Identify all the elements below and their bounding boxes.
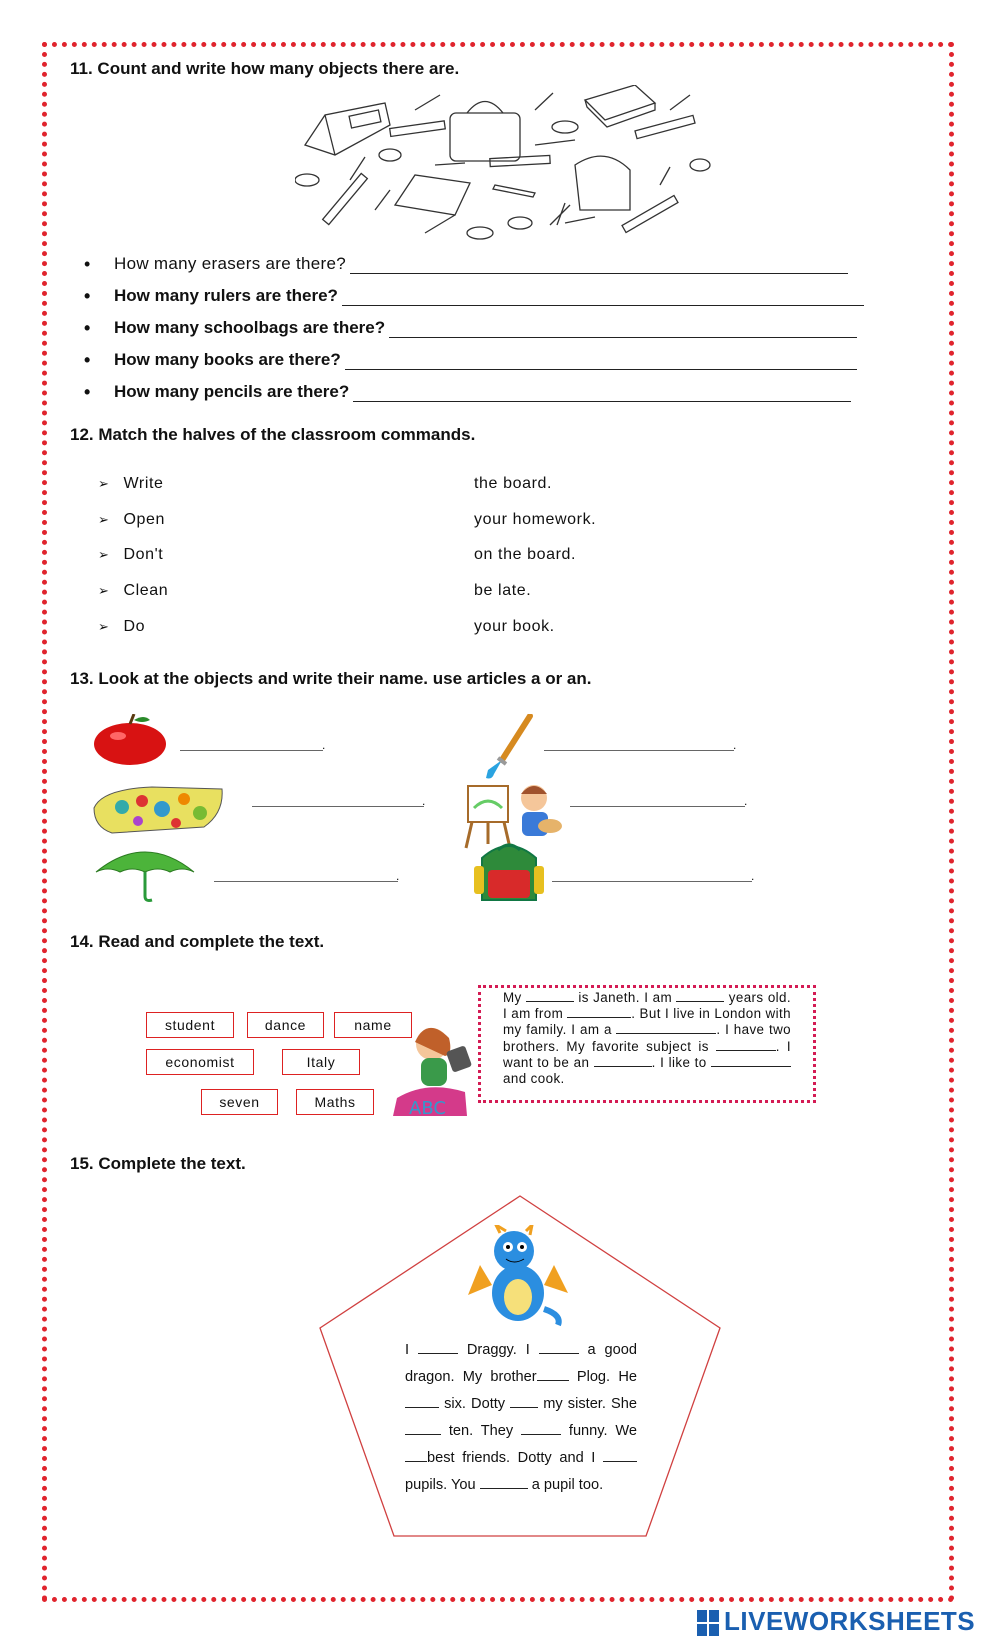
eraser-icon xyxy=(467,227,493,239)
arrow-icon: ➢ xyxy=(98,583,110,598)
word-student[interactable]: student xyxy=(146,1012,234,1038)
eraser-icon xyxy=(508,217,532,229)
blank[interactable] xyxy=(616,1022,716,1034)
pencil-icon xyxy=(660,167,670,185)
bullet: • xyxy=(84,382,91,402)
draggy-text: I Draggy. I a good dragon. My brother Plog. He six. Dotty my sister. She ten. They funny. We best friends. Dotty and I pupils. You a pupil too. xyxy=(405,1342,638,1493)
pencil-icon xyxy=(425,215,455,233)
paintbrush-icon xyxy=(482,714,537,780)
school-objects-illustration xyxy=(295,85,715,245)
word-economist[interactable]: economist xyxy=(146,1049,254,1075)
umbrella-icon xyxy=(92,842,198,904)
blank[interactable] xyxy=(405,1450,427,1462)
bullet: • xyxy=(84,318,91,338)
blank[interactable] xyxy=(711,1055,791,1067)
ruler-icon xyxy=(635,115,695,138)
question-erasers: How many erasers are there? xyxy=(114,254,347,273)
question-books: How many books are there? xyxy=(114,350,341,369)
question-13-title: 13. Look at the objects and write their name. use articles a or an. xyxy=(70,669,592,688)
schoolbag-icon xyxy=(450,113,520,161)
girl-reading-icon xyxy=(387,1020,492,1120)
answer-apple-line[interactable] xyxy=(180,750,323,751)
bullet: • xyxy=(84,254,91,274)
match-right-2[interactable]: your homework. xyxy=(474,511,597,528)
eraser-icon xyxy=(295,174,319,186)
janeth-text-box: My is Janeth. I am years old. I am from . But I live in London with my family. I am a . I have two brothers. My favorite subject is . I want to be an . I like to and cook. xyxy=(478,985,816,1103)
blank[interactable] xyxy=(526,990,574,1002)
match-left-5[interactable]: ➢ Do xyxy=(98,618,146,635)
blank[interactable] xyxy=(405,1423,441,1435)
eraser-icon xyxy=(552,121,578,133)
blank[interactable] xyxy=(405,1396,439,1408)
svg-text:ABC: ABC xyxy=(409,1098,446,1119)
blank[interactable] xyxy=(676,990,724,1002)
match-left-3[interactable]: ➢ Don't xyxy=(98,546,164,563)
answer-paintbrush-line[interactable] xyxy=(544,750,734,751)
answer-painting-line[interactable] xyxy=(570,806,745,807)
match-left-2[interactable]: ➢ Open xyxy=(98,511,166,528)
blank[interactable] xyxy=(537,1369,569,1381)
pencil-icon xyxy=(375,190,390,210)
pencil-icon xyxy=(350,157,365,180)
blank[interactable] xyxy=(510,1396,538,1408)
answer-books-blank[interactable] xyxy=(345,355,857,370)
question-schoolbags: How many schoolbags are there? xyxy=(114,318,386,337)
answer-rulers-blank[interactable] xyxy=(342,291,864,306)
pencil-icon xyxy=(535,93,553,110)
pencil-icon xyxy=(670,95,690,110)
answer-umbrella-line[interactable] xyxy=(214,881,398,882)
apple-icon xyxy=(92,714,170,766)
match-left-1[interactable]: ➢ Write xyxy=(98,475,164,492)
pencil-icon xyxy=(535,140,575,145)
word-name[interactable]: name xyxy=(334,1012,412,1038)
bullet: • xyxy=(84,350,91,370)
question-pencils: How many pencils are there? xyxy=(114,382,350,401)
pencil-case-icon xyxy=(92,783,225,835)
word-maths[interactable]: Maths xyxy=(296,1089,374,1115)
question-rulers: How many rulers are there? xyxy=(114,286,338,305)
question-15-title: 15. Complete the text. xyxy=(70,1154,246,1173)
blank[interactable] xyxy=(480,1477,528,1489)
blank[interactable] xyxy=(539,1342,579,1354)
answer-pencil-case-line[interactable] xyxy=(252,806,424,807)
blank[interactable] xyxy=(603,1450,637,1462)
book-icon xyxy=(395,175,470,215)
match-right-5[interactable]: your book. xyxy=(474,618,555,635)
word-italy[interactable]: Italy xyxy=(282,1049,360,1075)
arrow-icon: ➢ xyxy=(98,476,110,491)
ruler-icon xyxy=(390,121,446,137)
pencil-icon xyxy=(565,217,595,223)
question-14-title: 14. Read and complete the text. xyxy=(70,932,325,951)
blank[interactable] xyxy=(594,1055,652,1067)
pencil-icon xyxy=(415,95,440,110)
footer-brand[interactable]: LIVEWORKSHEETS xyxy=(724,1606,976,1636)
arrow-icon: ➢ xyxy=(98,547,110,562)
pencil-icon xyxy=(435,163,465,165)
schoolbag-icon xyxy=(575,156,630,210)
match-left-4[interactable]: ➢ Clean xyxy=(98,582,169,599)
blank[interactable] xyxy=(716,1039,776,1051)
answer-pencils-blank[interactable] xyxy=(353,387,851,402)
arrow-icon: ➢ xyxy=(98,512,110,527)
question-12-title: 12. Match the halves of the classroom commands. xyxy=(70,425,476,444)
blank[interactable] xyxy=(567,1006,631,1018)
word-dance[interactable]: dance xyxy=(247,1012,324,1038)
backpack-icon xyxy=(470,838,548,904)
ruler-icon xyxy=(323,173,368,224)
match-right-4[interactable]: be late. xyxy=(474,582,532,599)
match-right-1[interactable]: the board. xyxy=(474,475,553,492)
answer-erasers-blank[interactable] xyxy=(350,259,848,274)
blank[interactable] xyxy=(521,1423,561,1435)
eraser-icon xyxy=(690,159,710,171)
bullet: • xyxy=(84,286,91,306)
question-11-title: 11. Count and write how many objects there are. xyxy=(70,59,460,78)
arrow-icon: ➢ xyxy=(98,619,110,634)
eraser-icon xyxy=(379,149,401,161)
match-right-3[interactable]: on the board. xyxy=(474,546,577,563)
answer-backpack-line[interactable] xyxy=(552,881,752,882)
blank[interactable] xyxy=(418,1342,458,1354)
liveworksheets-logo-icon xyxy=(697,1610,721,1636)
word-seven[interactable]: seven xyxy=(201,1089,278,1115)
answer-schoolbags-blank[interactable] xyxy=(389,323,857,338)
dragon-icon xyxy=(466,1225,570,1327)
